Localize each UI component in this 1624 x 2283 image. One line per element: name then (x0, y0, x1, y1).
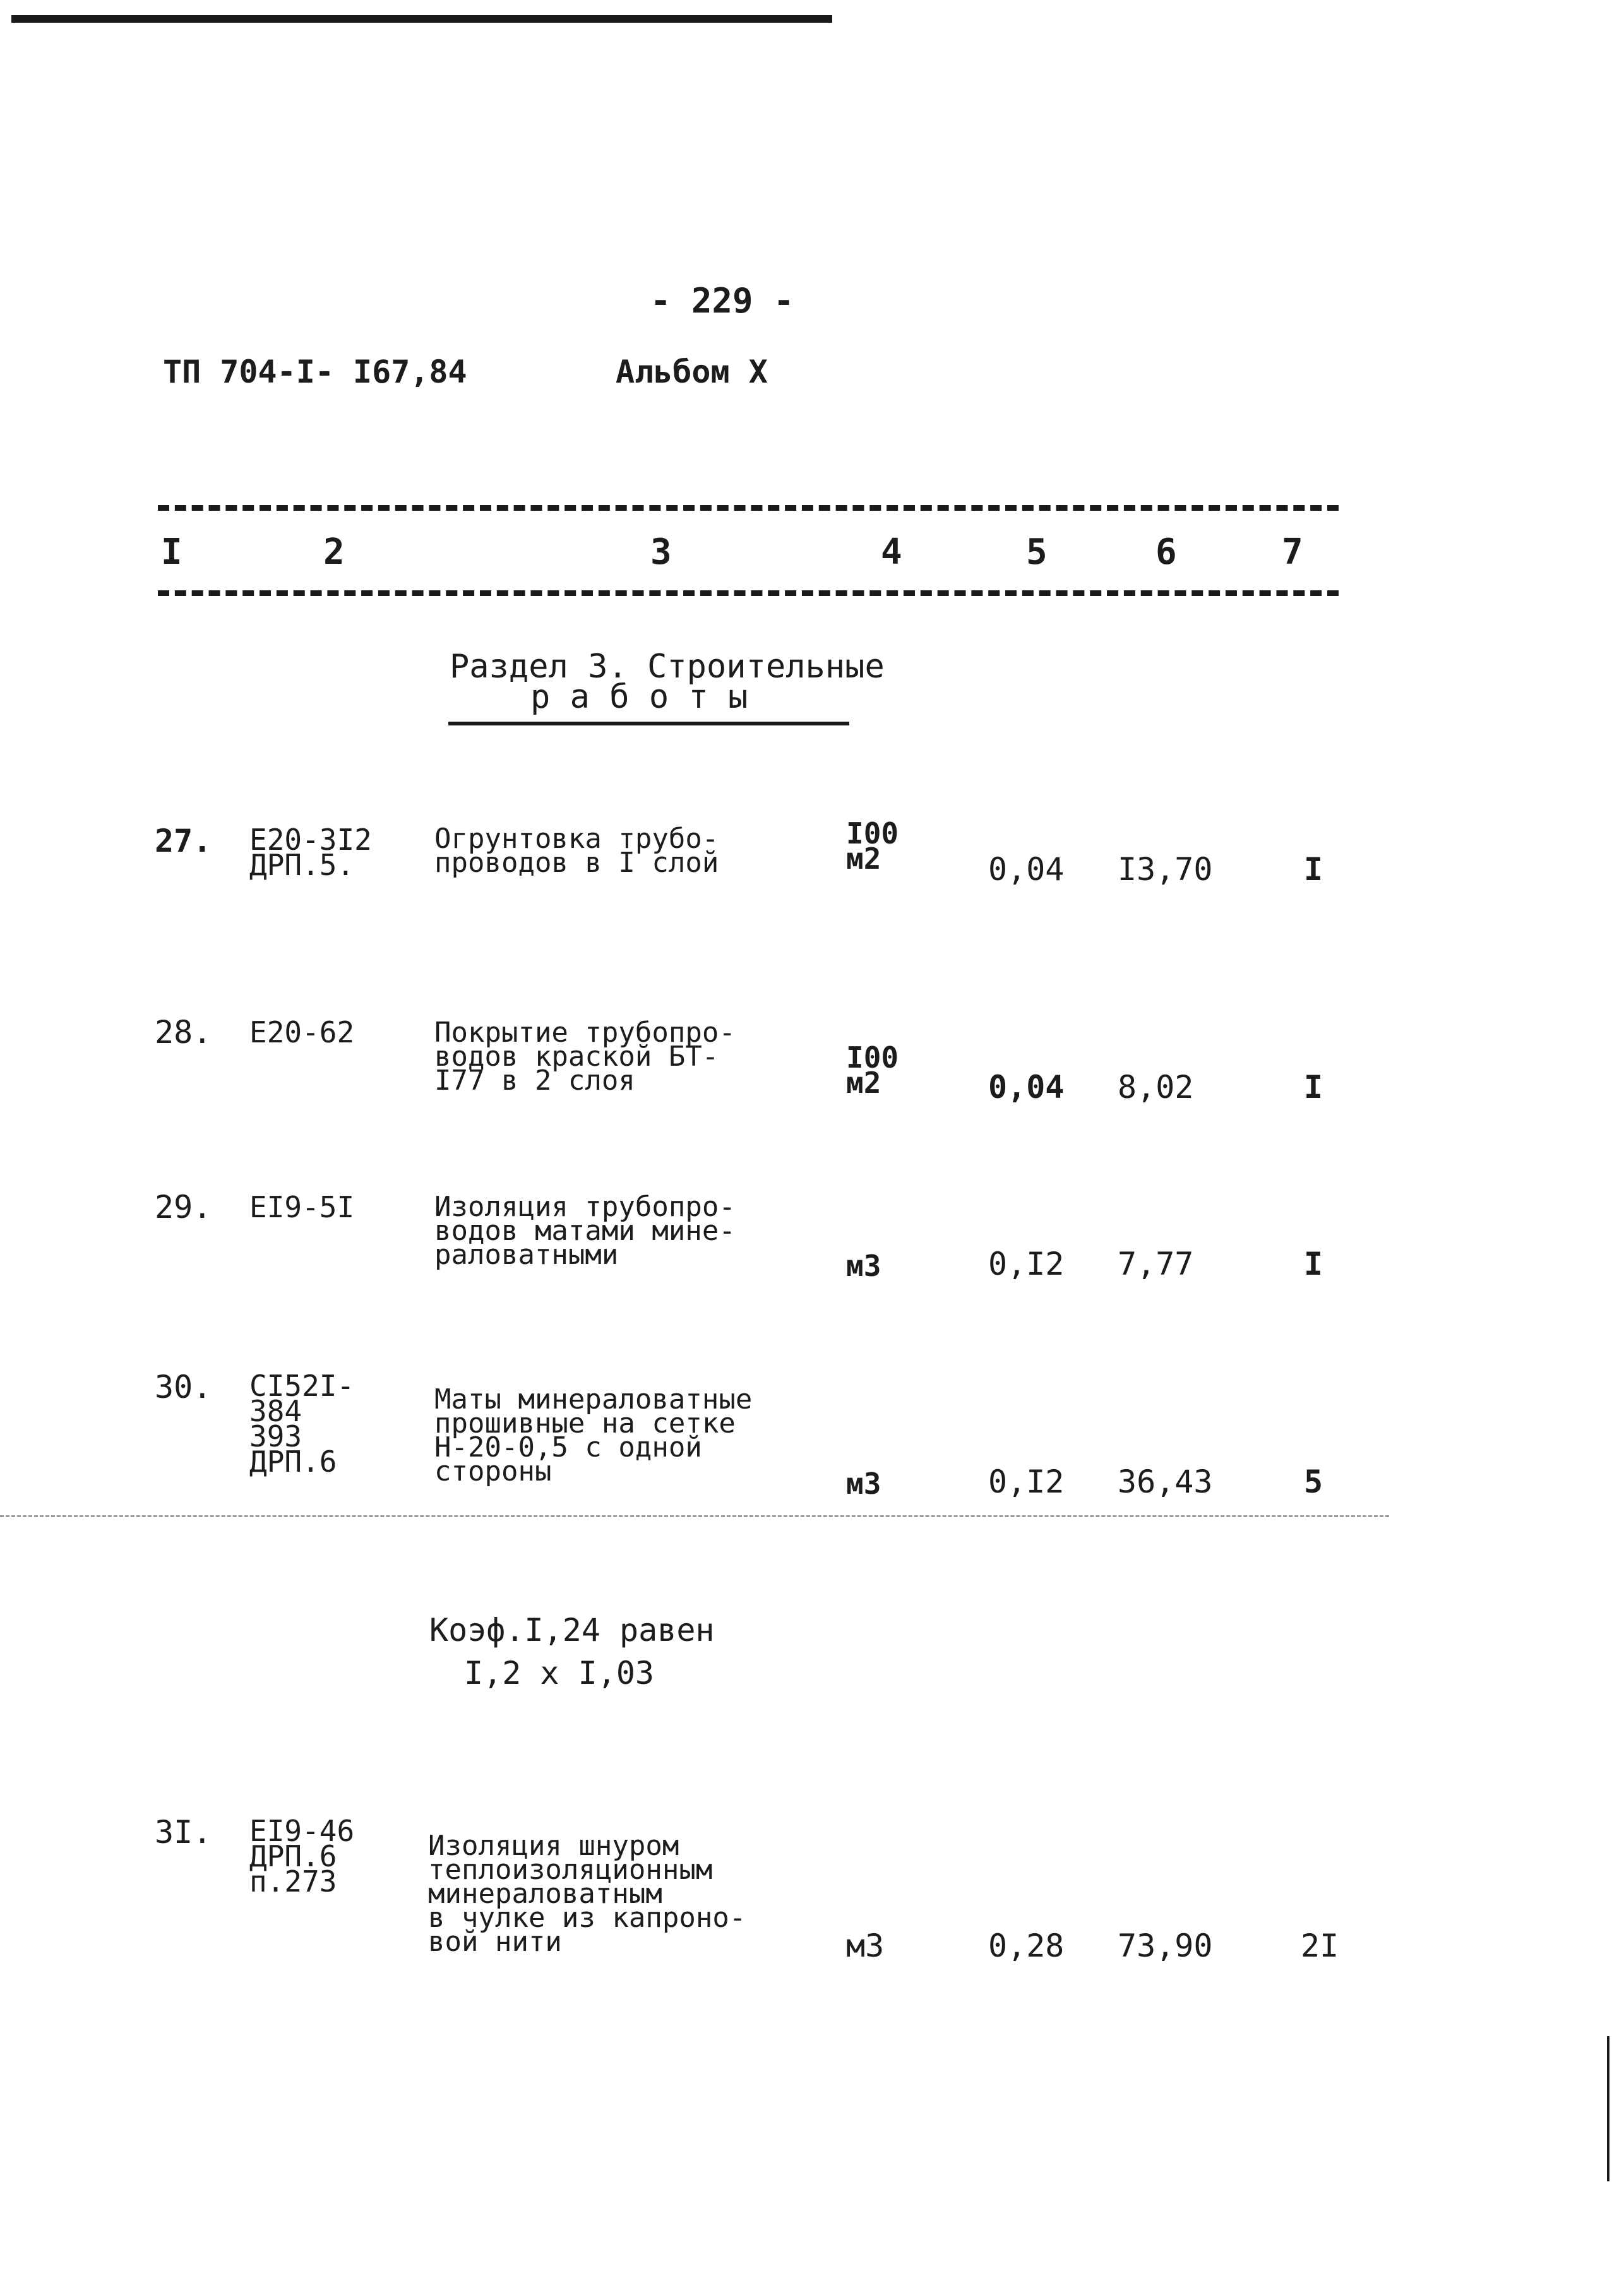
section-title-underline (448, 722, 849, 725)
column-header-4: 4 (881, 532, 902, 573)
album-label: Альбом X (616, 354, 768, 390)
work-description: Огрунтовка трубо- проводов в I слой (434, 823, 719, 879)
unit-price: 8,02 (1118, 1069, 1194, 1106)
norm-code: СI52I- 384 393 ДРП.6 (249, 1369, 355, 1479)
unit-of-measure: м3 (846, 1249, 881, 1283)
row-separator (0, 1515, 1389, 1517)
row-number: 27. (155, 823, 212, 859)
row-number: 30. (155, 1369, 212, 1405)
column-header-3: 3 (650, 532, 672, 573)
section-title: Раздел 3. Строительные (450, 648, 885, 686)
scan-edge-mark (1607, 2036, 1609, 2181)
table-top-dashed-rule (158, 505, 1339, 511)
column-header-2: 2 (323, 532, 345, 573)
coefficient-formula: I,2 х I,03 (464, 1655, 655, 1691)
top-rule (11, 15, 832, 23)
norm-code: Е20-3I2 ДРП.5. (249, 823, 372, 882)
work-description: Покрытие трубопро- водов краской БТ- I77 в 2 слоя (434, 1016, 736, 1097)
quantity: 0,04 (988, 851, 1065, 888)
column-7-value: 5 (1304, 1463, 1323, 1500)
unit-price: 7,77 (1118, 1246, 1194, 1282)
unit-of-measure: м3 (846, 1928, 885, 1964)
norm-code: Е20-62 (249, 1015, 355, 1049)
unit-of-measure: I00 м2 (846, 1040, 899, 1100)
work-description: Изоляция трубопро- водов матами мине- раловатными (434, 1191, 736, 1271)
column-header-6: 6 (1155, 532, 1177, 573)
norm-code: ЕI9-5I (249, 1190, 355, 1224)
quantity: 0,04 (988, 1069, 1065, 1106)
column-header-1: I (161, 532, 182, 573)
column-7-value: 2I (1301, 1928, 1339, 1964)
row-number: 3I. (155, 1814, 212, 1851)
unit-of-measure: м3 (846, 1467, 881, 1501)
table-header-dashed-rule (158, 590, 1339, 596)
work-description: Изоляция шнуром теплоизоляционным минераловатным в чулке из капроно- вой нити (428, 1830, 746, 1958)
column-7-value: I (1304, 1069, 1323, 1106)
quantity: 0,I2 (988, 1246, 1065, 1282)
unit-price: 73,90 (1118, 1928, 1213, 1964)
quantity: 0,28 (988, 1928, 1065, 1964)
column-header-5: 5 (1026, 532, 1048, 573)
document-code: ТП 704-I- I67,84 (163, 354, 467, 390)
unit-price: 36,43 (1118, 1463, 1213, 1500)
row-number: 28. (155, 1014, 212, 1051)
column-header-7: 7 (1282, 532, 1303, 573)
page-number: - 229 - (650, 281, 794, 321)
row-number: 29. (155, 1189, 212, 1225)
work-description: Маты минераловатные прошивные на сетке Н-20-0,5 с одной стороны (434, 1383, 753, 1487)
quantity: 0,I2 (988, 1463, 1065, 1500)
column-7-value: I (1304, 851, 1323, 888)
section-subtitle: р а б о т ы (530, 678, 748, 716)
norm-code: ЕI9-46 ДРП.6 п.273 (249, 1814, 355, 1899)
unit-price: I3,70 (1118, 851, 1213, 888)
unit-of-measure: I00 м2 (846, 816, 899, 876)
column-7-value: I (1304, 1246, 1323, 1282)
coefficient-note: Коэф.I,24 равен (429, 1612, 715, 1648)
